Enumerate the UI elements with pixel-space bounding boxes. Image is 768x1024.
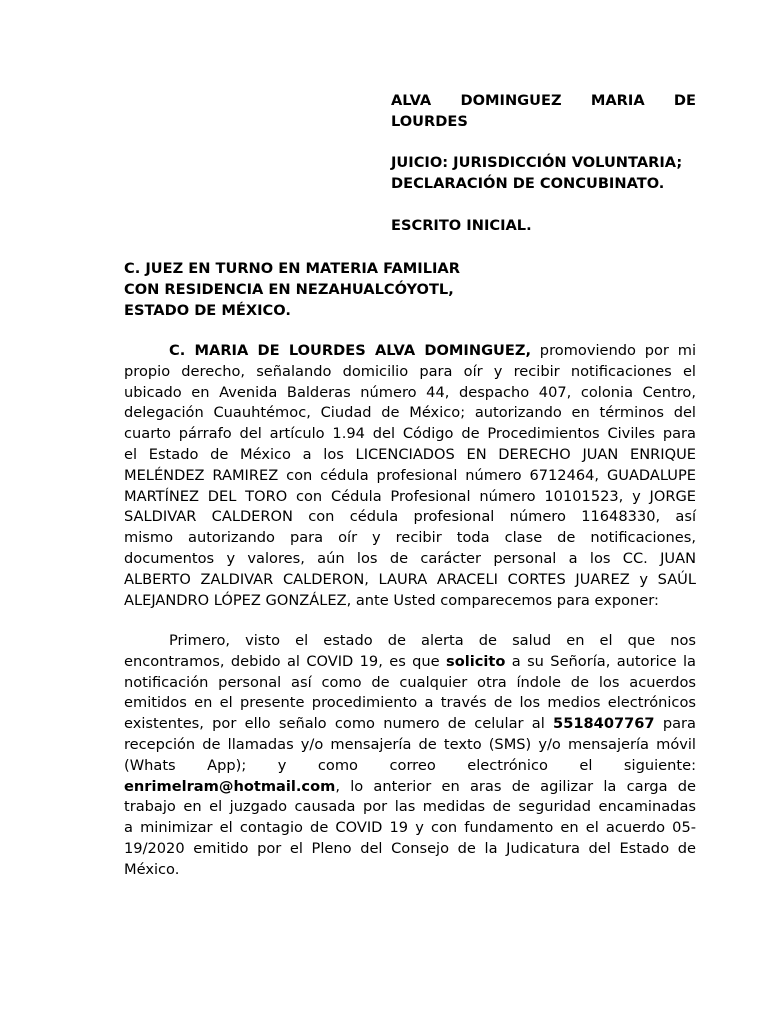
paragraph-primero — [124, 631, 696, 881]
paragraph-line: ALBERTO ZALDIVAR CALDERON, LAURA ARACELI CORTES JUAREZ y SAÚL — [124, 570, 696, 588]
paragraph-line: 19/2020 emitido por el Pleno del Consejo de la Judicatura del Estado de — [124, 839, 696, 857]
paragraph-line: C. MARIA DE LOURDES ALVA DOMINGUEZ, promoviendo por mi — [169, 342, 696, 359]
paragraph-line: ubicado en Avenida Balderas número 44, despacho 407, colonia Centro, — [124, 383, 696, 401]
addressee-line1: C. JUEZ EN TURNO EN MATERIA FAMILIAR — [124, 260, 460, 277]
addressee-block — [124, 258, 460, 321]
paragraph-line: MELÉNDEZ RAMIREZ con cédula profesional número 6712464, GUADALUPE — [124, 466, 696, 484]
paragraph-line: emitidos en el presente procedimiento a través de los medios electrónicos — [124, 694, 696, 712]
paragraph-line: cuarto párrafo del artículo 1.94 del Código de Procedimientos Civiles para — [124, 425, 696, 443]
paragraph-line: mismo autorizando para oír y recibir toda clase de notificaciones, — [124, 529, 696, 547]
paragraph-line: trabajo en el juzgado causada por las medidas de seguridad encaminadas — [124, 798, 696, 816]
case-type — [391, 152, 696, 194]
paragraph-line: el Estado de México a los LICENCIADOS EN DERECHO JUAN ENRIQUE — [124, 445, 696, 463]
paragraph-line: (Whats App); y como correo electrónico el siguiente: — [124, 756, 696, 774]
document-kind — [391, 215, 696, 236]
paragraph-line: notificación personal así como de cualquier otra índole de los acuerdos — [124, 673, 696, 691]
case-header — [391, 90, 696, 132]
juicio-line2: DECLARACIÓN DE CONCUBINATO. — [391, 175, 665, 192]
escrito-label: ESCRITO INICIAL. — [391, 217, 532, 234]
juicio-line1: JUICIO: JURISDICCIÓN VOLUNTARIA; — [391, 154, 683, 171]
paragraph-line: SALDIVAR CALDERON con cédula profesional número 11648330, así — [124, 508, 696, 526]
promovente-name: C. MARIA DE LOURDES ALVA DOMINGUEZ, — [169, 342, 531, 359]
paragraph-line: recepción de llamadas y/o mensajería de texto (SMS) y/o mensajería móvil — [124, 735, 696, 753]
paragraph-line: existentes, por ello señalo como numero de celular al 5518407767 para — [124, 715, 696, 733]
paragraph-line: propio derecho, señalando domicilio para oír y recibir notificaciones el — [124, 362, 696, 380]
addressee-line2: CON RESIDENCIA EN NEZAHUALCÓYOTL, — [124, 281, 454, 298]
paragraph-line: Primero, visto el estado de alerta de salud en el que nos — [169, 632, 696, 649]
phone-number: 5518407767 — [553, 715, 655, 733]
addressee-line3: ESTADO DE MÉXICO. — [124, 302, 291, 319]
paragraph-line: a minimizar el contagio de COVID 19 y con fundamento en el acuerdo 05- — [124, 819, 696, 837]
solicito-emphasis: solicito — [446, 652, 506, 670]
paragraph-line: documentos y valores, aún los de carácter personal a los CC. JUAN — [124, 549, 696, 567]
paragraph-promovente — [124, 341, 696, 611]
email-address: enrimelram@hotmail.com — [124, 777, 336, 795]
paragraph-line: México. — [124, 860, 180, 878]
paragraph-line: ALEJANDRO LÓPEZ GONZÁLEZ, ante Usted comparecemos para exponer: — [124, 591, 659, 609]
paragraph-line: MARTÍNEZ DEL TORO con Cédula Profesional número 10101523, y JORGE — [124, 487, 696, 505]
paragraph-line: enrimelram@hotmail.com, lo anterior en aras de agilizar la carga de — [124, 777, 696, 795]
party-name-line1: ALVA DOMINGUEZ MARIA DE — [391, 92, 696, 109]
paragraph-line: delegación Cuauhtémoc, Ciudad de México; autorizando en términos del — [124, 404, 696, 422]
paragraph-line: encontramos, debido al COVID 19, es que solicito a su Señoría, autorice la — [124, 652, 696, 670]
party-name-line2: LOURDES — [391, 113, 468, 130]
